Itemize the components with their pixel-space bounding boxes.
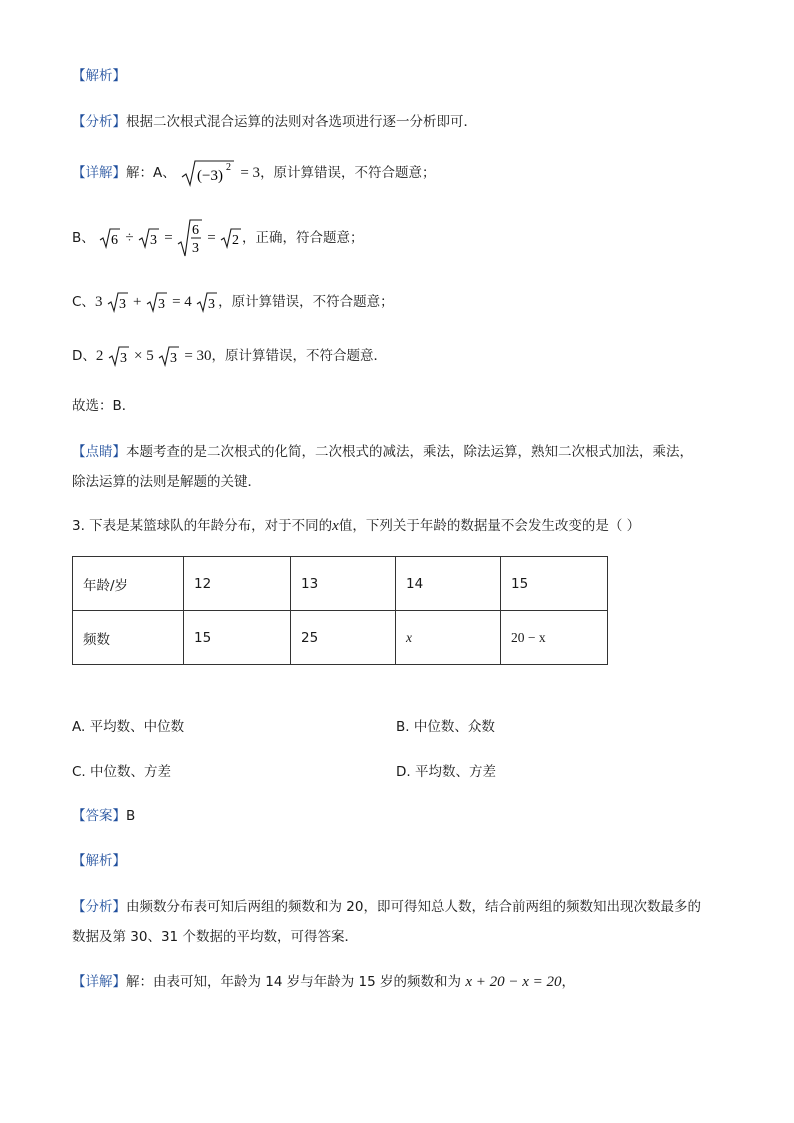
option-d: D. 平均数、方差 xyxy=(396,764,496,780)
sqrt-b1-icon xyxy=(99,227,121,249)
sqrt-b2-value: 3 xyxy=(149,233,157,248)
analysis-text: 根据二次根式混合运算的法则对各选项进行逐一分析即可． xyxy=(126,114,477,130)
option-a: A. 平均数、中位数 xyxy=(72,719,185,735)
summary-line-1 xyxy=(72,442,693,462)
sqrt-a-icon xyxy=(180,158,236,188)
c-eq: = 4 xyxy=(172,294,192,310)
b-result-text: ，正确，符合题意； xyxy=(242,230,364,246)
table-row xyxy=(73,611,608,665)
table-cell: 15 xyxy=(501,557,608,611)
detail-tag: 【详解】 xyxy=(72,165,126,181)
detail-2-text-1: 解：由表可知，年龄为 14 岁与年龄为 15 岁的频数和为 xyxy=(126,974,462,990)
age-frequency-table xyxy=(72,556,608,665)
sqrt-c1-value: 3 xyxy=(118,297,126,312)
detail-2-text-2: ， xyxy=(561,974,576,990)
sqrt-c3-icon xyxy=(196,291,218,313)
c-coef1: 3 xyxy=(94,294,103,310)
table-cell: 20 − x xyxy=(501,611,608,665)
analysis-tag: 【分析】 xyxy=(72,114,126,130)
table-cell: 13 xyxy=(291,557,396,611)
sqrt-c3-value: 3 xyxy=(208,297,216,312)
table-cell: 25 xyxy=(291,611,396,665)
b-label: B、 xyxy=(72,230,95,246)
analysis-2-text-1: 由频数分布表可知后两组的频数和为 20，即可得知总人数，结合前两组的频数知出现次数最多的 xyxy=(126,899,701,915)
question-text-after: 值，下列关于年龄的数据量不会发生改变的是（ ） xyxy=(338,518,641,534)
detail-2-expr: x + 20 − x = 20 xyxy=(465,974,562,990)
summary-tag: 【点睛】 xyxy=(72,444,126,460)
analysis-2-line-2: 数据及第 30、31 个数据的平均数，可得答案． xyxy=(72,929,358,945)
sqrt-c2-icon xyxy=(146,291,168,313)
table-cell: x xyxy=(396,611,501,665)
table-row xyxy=(73,557,608,611)
detail-2-line xyxy=(72,972,575,992)
answer-line xyxy=(72,806,135,826)
detail-prefix-a: 解：A、 xyxy=(126,165,176,181)
table-cell: 14 xyxy=(396,557,501,611)
b-div: ÷ xyxy=(125,230,134,246)
c-plus: + xyxy=(133,294,142,310)
option-b: B. 中位数、众数 xyxy=(396,719,495,735)
sqrt-d2-icon xyxy=(158,345,180,367)
b-eq1: = xyxy=(164,230,173,246)
table-cell: 15 xyxy=(184,611,291,665)
detail-line-c xyxy=(72,290,394,314)
table-cell: 频数 xyxy=(73,611,184,665)
sqrt-c1-icon xyxy=(107,291,129,313)
detail-line-a xyxy=(72,158,436,188)
answer-tag: 【答案】 xyxy=(72,808,126,824)
d-eq: = 30 xyxy=(184,348,212,364)
d-label: D、 xyxy=(72,348,96,364)
a-result-text: ，原计算错误，不符合题意； xyxy=(260,165,436,181)
analysis-paragraph xyxy=(72,112,477,132)
answer-value: B xyxy=(126,808,136,824)
sqrt-a-exp: 2 xyxy=(226,162,232,173)
sqrt-d1-value: 3 xyxy=(119,351,127,366)
sqrt-d1-icon xyxy=(108,345,130,367)
analysis-2-line-1 xyxy=(72,897,701,917)
question-text-before: 3. 下表是某篮球队的年龄分布，对于不同的 xyxy=(72,518,333,534)
table-cell: 年龄/岁 xyxy=(73,557,184,611)
table-cell: 12 xyxy=(184,557,291,611)
a-rhs: = 3 xyxy=(240,165,261,181)
detail-line-b xyxy=(72,218,364,258)
sqrt-b3-value: 2 xyxy=(232,233,240,248)
detail-2-tag: 【详解】 xyxy=(72,974,126,990)
option-c: C. 中位数、方差 xyxy=(72,764,172,780)
sqrt-b1-value: 6 xyxy=(111,233,119,248)
b-eq2: = xyxy=(207,230,216,246)
analysis-heading-2: 【解析】 xyxy=(72,853,126,869)
sqrt-b2-icon xyxy=(138,227,160,249)
question-var: x xyxy=(332,518,339,534)
sqrt-c2-value: 3 xyxy=(157,297,165,312)
sqrt-d2-value: 3 xyxy=(170,351,178,366)
d-result-text: ，原计算错误，不符合题意． xyxy=(211,348,388,364)
frac-den: 3 xyxy=(191,241,199,256)
d-coef1: 2 xyxy=(95,348,104,364)
choice-line: 故选：B． xyxy=(72,398,136,414)
c-label: C、 xyxy=(72,294,95,310)
c-result-text: ，原计算错误，不符合题意； xyxy=(218,294,394,310)
detail-line-d xyxy=(72,344,387,368)
summary-text-1: 本题考查的是二次根式的化简，二次根式的减法，乘法，除法运算，熟知二次根式加法，乘法， xyxy=(126,444,693,460)
analysis-2-tag: 【分析】 xyxy=(72,899,126,915)
analysis-heading: 【解析】 xyxy=(72,68,126,84)
summary-line-2: 除法运算的法则是解题的关键． xyxy=(72,474,261,490)
d-times: × 5 xyxy=(134,348,154,364)
sqrt-b3-icon xyxy=(220,227,242,249)
frac-num: 6 xyxy=(191,223,199,238)
sqrt-b-frac-icon xyxy=(177,218,203,258)
question-3 xyxy=(72,516,640,536)
sqrt-a-base: (−3) xyxy=(197,168,223,184)
